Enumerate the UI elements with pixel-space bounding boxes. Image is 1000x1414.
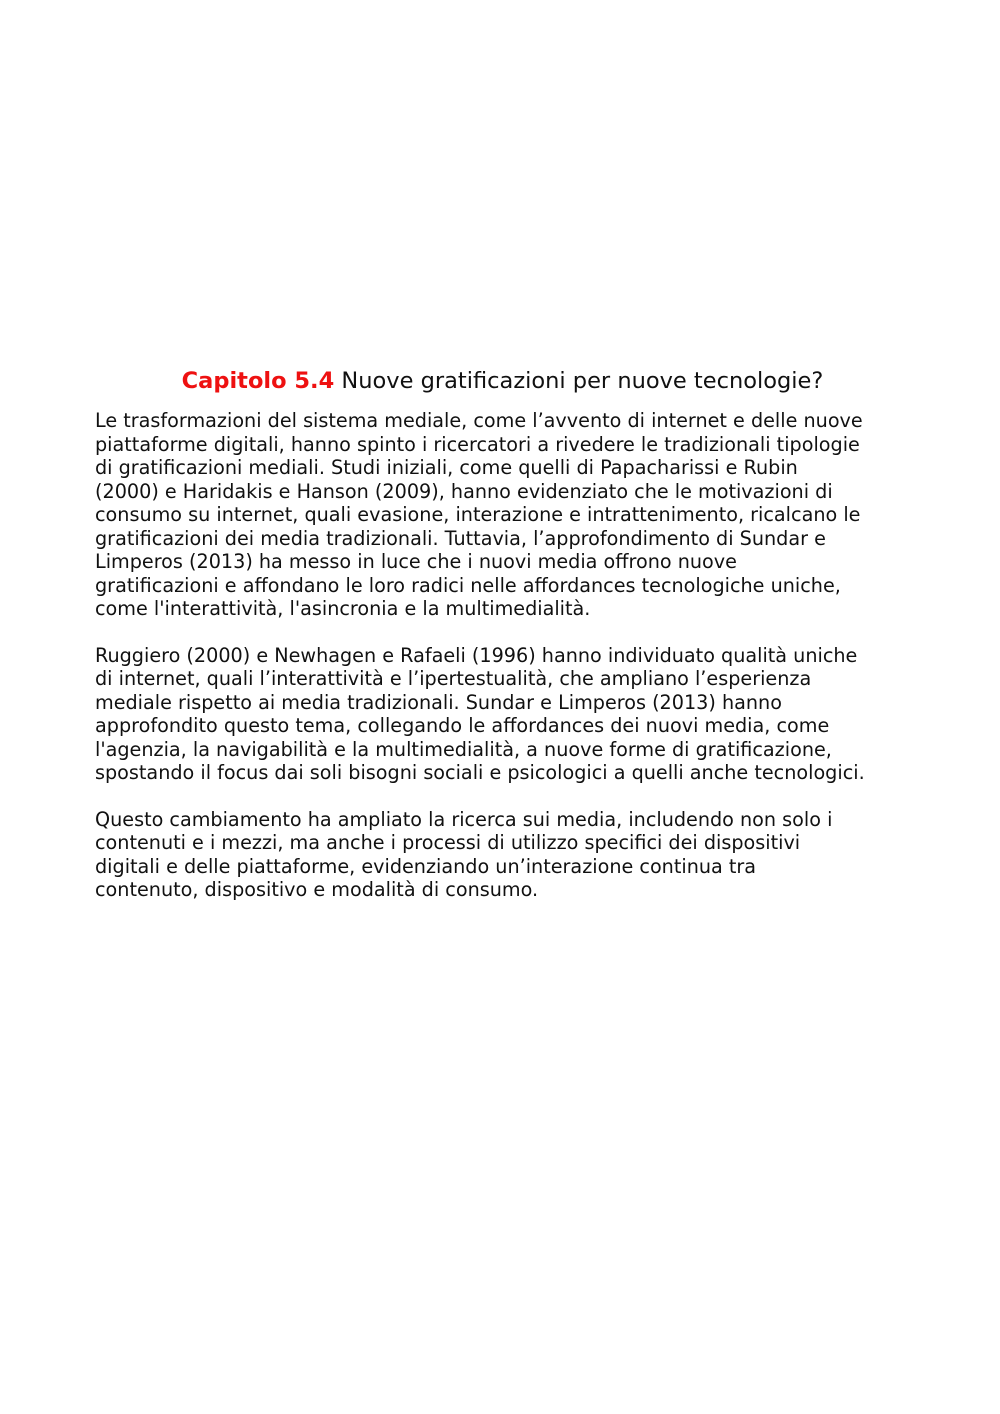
text-line: (2000) e Haridakis e Hanson (2009), hanno evidenziato che le motivazioni di [95, 479, 833, 503]
text-line: Ruggiero (2000) e Newhagen e Rafaeli (1996) hanno individuato qualità uniche [95, 643, 858, 667]
text-line: digitali e delle piattaforme, evidenziando un’interazione continua tra [95, 854, 757, 878]
text-line: mediale rispetto ai media tradizionali. Sundar e Limperos (2013) hanno [95, 690, 782, 714]
text-line: di gratificazioni mediali. Studi iniziali, come quelli di Papacharissi e Rubin [95, 456, 798, 479]
text-line: consumo su internet, quali evasione, interazione e intrattenimento, ricalcano le [95, 503, 861, 526]
paragraph-3 [95, 808, 910, 902]
text-line: contenuti e i mezzi, ma anche i processi di utilizzo specifici dei dispositivi [95, 831, 801, 854]
paragraph-2 [95, 644, 910, 785]
text-line: gratificazioni dei media tradizionali. Tuttavia, l’approfondimento di Sundar e [95, 526, 826, 550]
text-line: gratificazioni e affondano le loro radici nelle affordances tecnologiche uniche, [95, 573, 841, 597]
text-line: l'agenzia, la navigabilità e la multimedialità, a nuove forme di gratificazione, [95, 737, 832, 761]
chapter-label: Capitolo 5.4 [181, 368, 335, 394]
text-line: Le trasformazioni del sistema mediale, come l’avvento di internet e delle nuove [95, 409, 863, 432]
text-line: contenuto, dispositivo e modalità di consumo. [95, 878, 539, 901]
text-line: come l'interattività, l'asincronia e la multimedialità. [95, 597, 591, 620]
chapter-heading [95, 367, 910, 395]
text-line: approfondito questo tema, collegando le affordances dei nuovi media, come [95, 714, 830, 737]
body-text [95, 409, 910, 902]
chapter-title: Nuove gratificazioni per nuove tecnologie? [341, 368, 824, 394]
text-line: piattaforme digitali, hanno spinto i ricercatori a rivedere le tradizionali tipologie [95, 432, 860, 456]
text-line: spostando il focus dai soli bisogni sociali e psicologici a quelli anche tecnologici. [95, 761, 865, 784]
text-line: di internet, quali l’interattività e l’ipertestualità, che ampliano l’esperienza [95, 667, 812, 690]
text-line: Questo cambiamento ha ampliato la ricerca sui media, includendo non solo i [95, 807, 833, 831]
text-line: Limperos (2013) ha messo in luce che i nuovi media offrono nuove [95, 550, 737, 573]
paragraph-1 [95, 409, 910, 621]
document-page [95, 367, 910, 925]
